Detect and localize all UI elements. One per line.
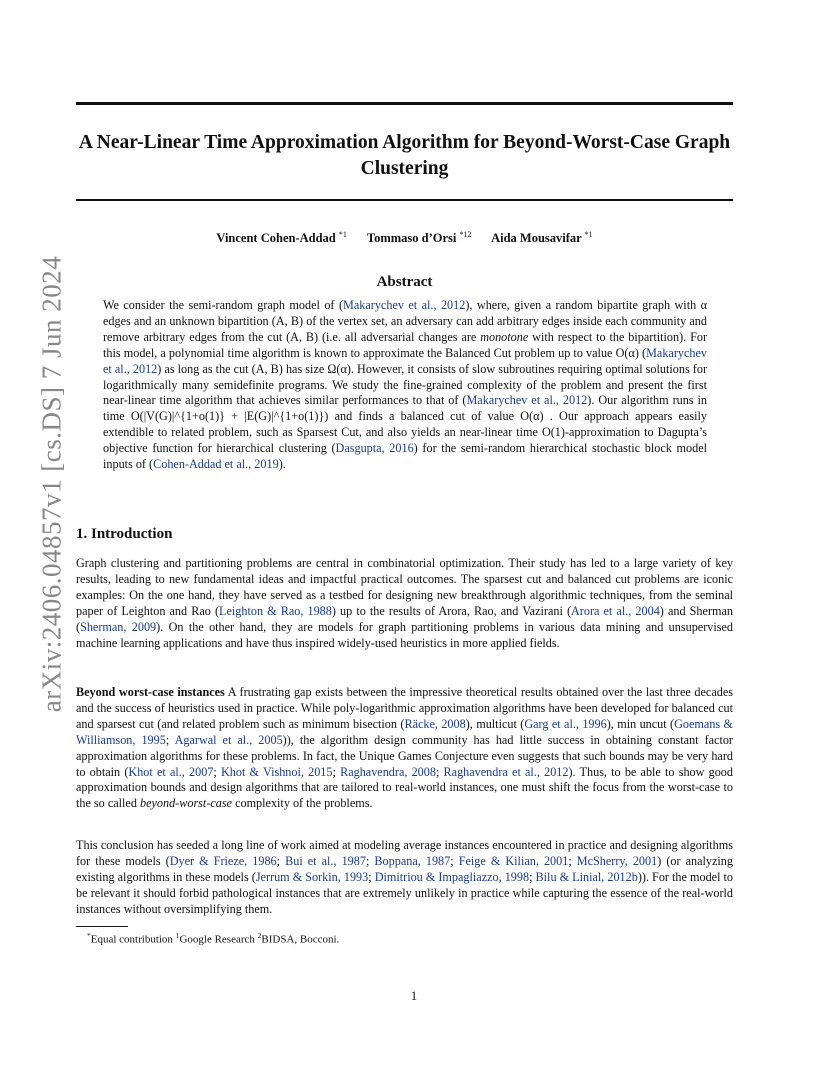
citation-link[interactable]: Makarychev et al., 2012 — [466, 393, 588, 408]
title-bottom-rule — [76, 199, 733, 201]
footnote-mark: * — [87, 931, 91, 940]
citation-link[interactable]: Boppana, 1987 — [374, 853, 451, 868]
page-number: 1 — [410, 989, 418, 1003]
citation-link[interactable]: Sherman, 2009 — [80, 619, 157, 634]
title-line-1: A Near-Linear Time Approximation Algorithm for Beyond-Worst-Case Graph — [78, 132, 731, 153]
body-text-run: ) and Sherman ( — [76, 603, 733, 634]
body-text-run: ; — [213, 764, 221, 779]
body-text-run: ; — [529, 869, 536, 884]
title-line-2: Clustering — [360, 158, 449, 179]
citation-link[interactable]: Räcke, 2008 — [404, 716, 466, 731]
abstract-text-run: ) as long as the cut (A, B) has size Ω(α). However, it consists of slow subroutines requiring optimal solutions for logarithmically many semidefinite programs. We study the fine-grained complexity of the problem and present the first near-linear time algorithm that achieves similar performances to that of ( — [103, 361, 708, 408]
author-name: Vincent Cohen-Addad — [216, 231, 336, 246]
abstract-heading: Abstract — [376, 274, 433, 290]
footnote-text: BIDSA, Bocconi. — [261, 933, 340, 946]
intro-paragraph-3 — [76, 838, 733, 918]
author-name: Aida Mousavifar — [491, 231, 582, 246]
citation-link[interactable]: Dimitriou & Impagliazzo, 1998 — [374, 869, 530, 884]
abstract-text-run: ), where, given a random bipartite graph with α edges and an unknown bipartition (A, B) of the vertex set, an adversary can add arbitrary edges inside each community and remove arbitrary edges from the cut (A, B) (i.e. all adversarial changes are — [103, 298, 708, 344]
author-affiliation: *12 — [459, 230, 472, 239]
citation-link[interactable]: Dasgupta, 2016 — [335, 441, 414, 456]
citation-link[interactable]: Arora et al., 2004 — [571, 603, 660, 618]
footnote-text: Google Research — [179, 933, 258, 946]
citation-link[interactable]: Bui et al., 1987 — [285, 853, 366, 868]
author-affiliation: *1 — [338, 230, 347, 239]
run-in-heading: Beyond worst-case instances — [76, 685, 225, 699]
footnote — [87, 931, 339, 946]
body-text-run: ; — [568, 853, 577, 868]
section-heading: 1. Introduction — [76, 526, 173, 542]
body-text-run: A frustrating gap exists between the impressive theoretical results obtained over the last three decades and the success of heuristics used in practice. While poly-logarithmic approximation algorithms have been developed for balanced cut and sparsest cut (and related problem such as minimum bisection ( — [76, 685, 733, 731]
citation-link[interactable]: Dyer & Frieze, 1986 — [169, 853, 277, 868]
author-list — [76, 230, 733, 246]
citation-link[interactable]: Leighton & Rao, 1988 — [219, 603, 332, 618]
footnote-mark: 2 — [257, 931, 262, 940]
abstract-text-run: We consider the semi-random graph model of ( — [103, 298, 344, 312]
abstract-text — [103, 298, 707, 473]
body-text-run: This conclusion has seeded a long line of work aimed at modeling average instances encountered in practice and designing algorithms for these models ( — [76, 838, 733, 868]
citation-link[interactable]: Goemans & Williamson, 1995 — [76, 716, 734, 747]
arxiv-identifier: arXiv:2406.04857v1 [cs.DS] 7 Jun 2024 — [36, 255, 67, 713]
intro-paragraph-1 — [76, 556, 733, 651]
citation-link[interactable]: Feige & Kilian, 2001 — [458, 853, 569, 868]
body-text-run: ; — [165, 732, 175, 747]
body-text-run: ; — [435, 764, 444, 779]
body-text-run: )). For the model to be relevant it should forbid pathological instances that are extremely unlikely in practice while capturing the essence of the real-world instances without oversimplifying them. — [76, 869, 733, 916]
footnote-rule — [76, 926, 128, 927]
body-text-run: ) (or analyzing existing algorithms in these models ( — [76, 853, 733, 884]
citation-link[interactable]: Khot et al., 2007 — [128, 764, 214, 779]
citation-link[interactable]: Bilu & Linial, 2012b — [535, 869, 638, 884]
body-text-run: ; — [365, 853, 375, 868]
abstract-text-run: ) for the semi-random hierarchical stochastic block model inputs of ( — [103, 441, 708, 472]
citation-link[interactable]: Agarwal et al., 2005 — [174, 732, 283, 747]
abstract-text-run: with respect to the bipartition). For this model, a polynomial time algorithm is known to approximate the Balanced Cut problem up to value O(α) ( — [103, 329, 707, 360]
title-top-rule — [76, 102, 733, 105]
footnote-text: Equal contribution — [90, 933, 176, 946]
body-text-run: ). Thus, to be able to show good approximation bounds and design algorithms that are tailored to real-world instances, one must shift the focus from the worst-case to the so called — [76, 764, 733, 811]
citation-link[interactable]: Cohen-Addad et al., 2019 — [153, 457, 279, 472]
body-text-run: ; — [368, 869, 375, 884]
paper-title — [76, 130, 733, 182]
intro-paragraph-2 — [76, 685, 733, 812]
abstract-text-run: ). Our algorithm runs in time O(|V(G)|^{1+o(1)} + |E(G)|^{1+o(1)}) and finds a balanced cut of value O(α) . Our approach appears easily extendible to related problem, such as Sparsest Cut, and also yields an near-linear time O(1)-approximation to Dagupta’s objective function for hierarchical clustering ( — [103, 393, 707, 456]
body-text-run: ), min uncut ( — [606, 716, 675, 731]
emphasis-text: beyond-worst-case — [139, 796, 233, 811]
author-affiliation: *1 — [584, 230, 593, 239]
body-text-run: complexity of the problems. — [232, 796, 373, 811]
citation-link[interactable]: Raghavendra, 2008 — [340, 764, 436, 779]
body-text-run: ; — [450, 853, 459, 868]
citation-link[interactable]: McSherry, 2001 — [576, 853, 658, 868]
citation-link[interactable]: Khot & Vishnoi, 2015 — [220, 764, 333, 779]
body-text-run: ; — [332, 764, 341, 779]
body-text-run: )), the algorithm design community has had little success in obtaining constant factor approximation algorithms for these problems. In fact, the Unique Games Conjecture even suggests that such bounds may be very hard to obtain ( — [76, 732, 733, 779]
citation-link[interactable]: Jerrum & Sorkin, 1993 — [255, 869, 369, 884]
emphasis-text: monotone — [480, 329, 529, 344]
citation-link[interactable]: Makarychev et al., 2012 — [103, 345, 707, 376]
body-text-run: ) up to the results of Arora, Rao, and Vazirani ( — [331, 603, 571, 618]
body-text-run: ), multicut ( — [465, 716, 525, 731]
author-name: Tommaso d’Orsi — [366, 231, 457, 246]
citation-link[interactable]: Garg et al., 1996 — [524, 716, 607, 731]
footnote-mark: 1 — [175, 931, 180, 940]
body-text-run: ; — [276, 853, 286, 868]
citation-link[interactable]: Makarychev et al., 2012 — [343, 298, 466, 312]
body-text-run: Graph clustering and partitioning problems are central in combinatorial optimization. Their study has led to a large variety of key results, leading to new fundamental ideas and impactful practical outcomes. The sparsest cut and balanced cut problems are iconic examples: On the one hand, they have served as a testbed for designing new breakthrough algorithmic techniques, from the seminal paper of Leighton and Rao ( — [76, 556, 733, 618]
abstract-text-run: ). — [278, 457, 286, 472]
citation-link[interactable]: Raghavendra et al., 2012 — [443, 764, 569, 779]
body-text-run: ). On the other hand, they are models for graph partitioning problems in various data mining and unsupervised machine learning applications and have thus inspired widely-used heuristics in more applied fields. — [76, 619, 733, 650]
